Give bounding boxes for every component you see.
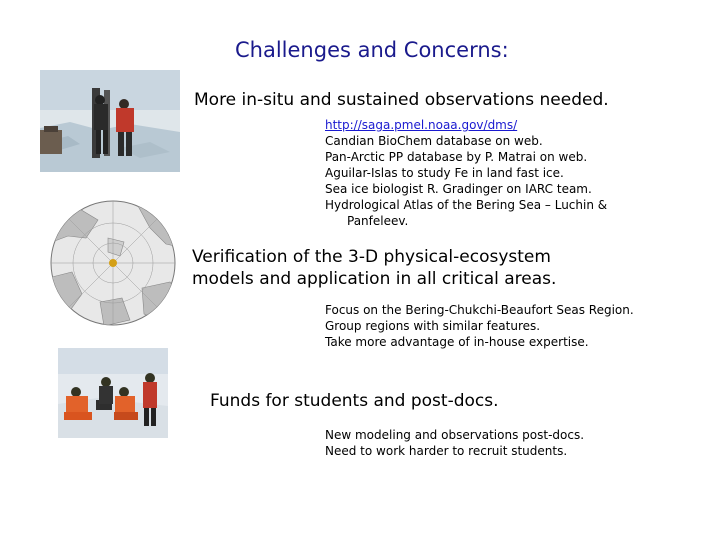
list-item: Aguilar-Islas to study Fe in land fast ice. [325,166,564,180]
saga-link[interactable]: http://saga.pmel.noaa.gov/dms/ [325,118,518,132]
slide-title: Challenges and Concerns: [235,38,509,62]
funds-list [325,427,584,459]
heading-line: Verification of the 3-D physical-ecosystem [192,247,551,267]
field-team-photo [58,348,168,438]
arctic-globe-map [38,198,188,328]
list-item-continuation: Panfeleev. [347,214,409,228]
heading-line: models and application in all critical areas. [192,269,557,289]
section-heading-observations: More in-situ and sustained observations needed. [194,90,609,110]
list-item: Pan-Arctic PP database by P. Matrai on web. [325,150,588,164]
sea-ice-researchers-photo [40,70,180,172]
list-item: Sea ice biologist R. Gradinger on IARC team. [325,182,592,196]
observations-list [325,117,607,229]
list-item: Group regions with similar features. [325,319,541,333]
list-item: Need to work harder to recruit students. [325,444,568,458]
list-item: Focus on the Bering-Chukchi-Beaufort Seas Region. [325,303,634,317]
list-item: Candian BioChem database on web. [325,134,543,148]
section-heading-verification [192,246,556,290]
section-heading-funds: Funds for students and post-docs. [210,391,499,411]
verification-list [325,302,634,350]
list-item: New modeling and observations post-docs. [325,428,585,442]
list-item: Take more advantage of in-house expertise. [325,335,589,349]
list-item: Hydrological Atlas of the Bering Sea – Luchin & [325,198,608,212]
